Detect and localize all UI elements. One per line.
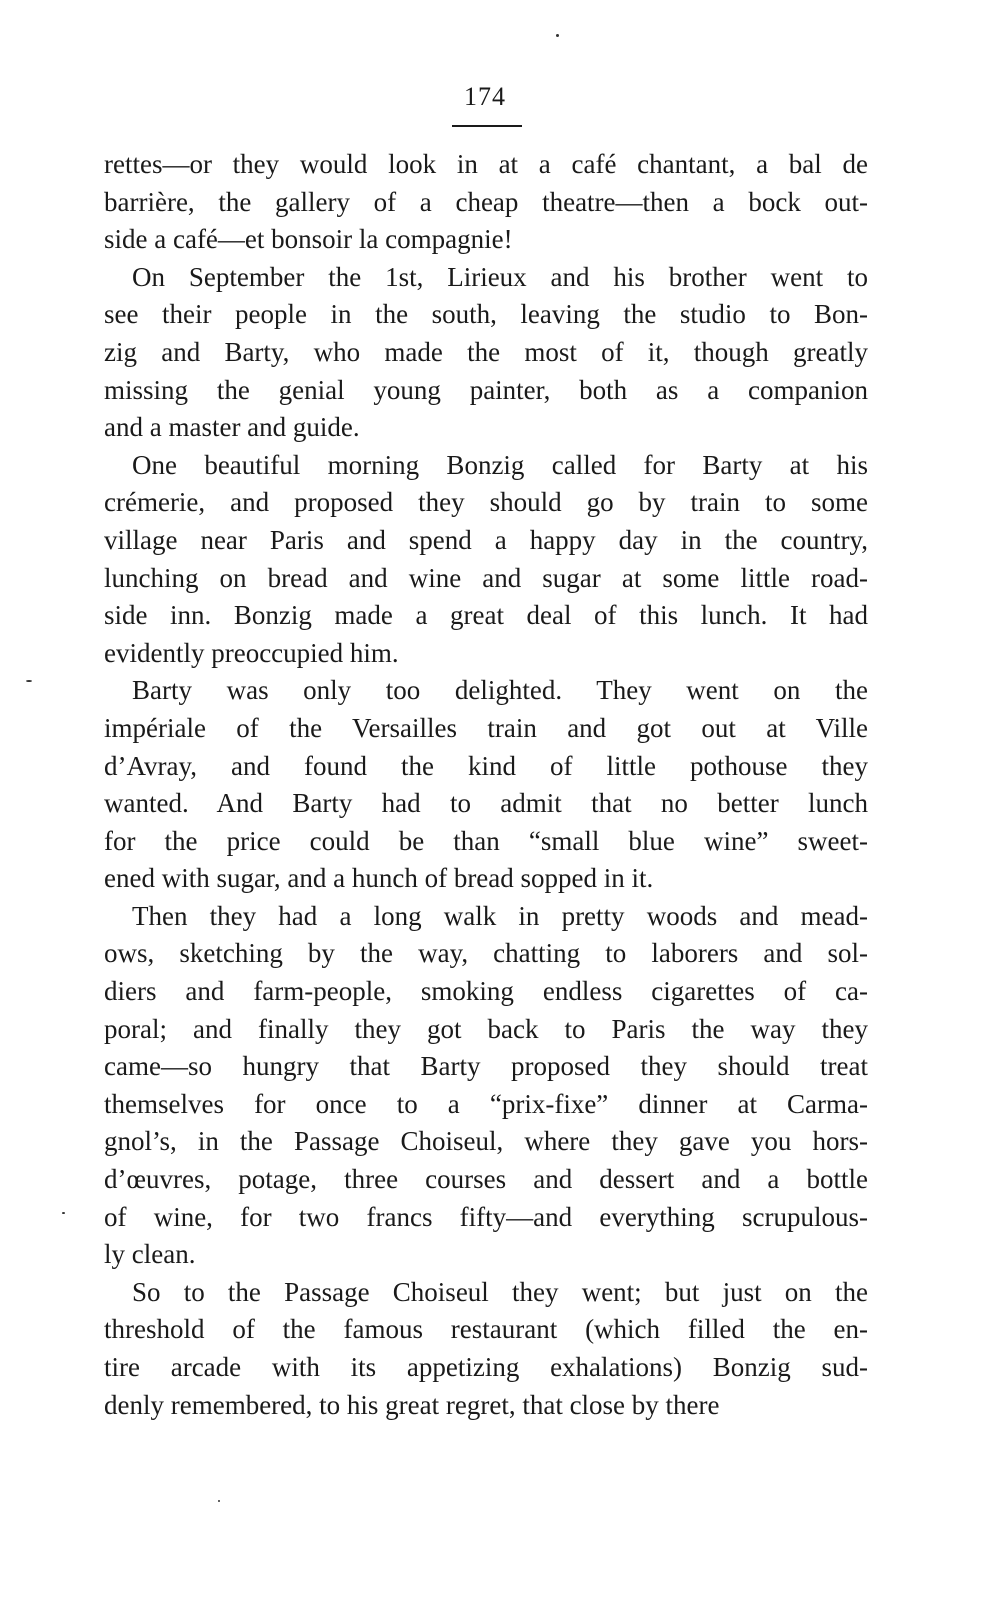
page-number-rule (452, 125, 522, 127)
page-number: 174 (464, 82, 506, 111)
scan-speck (218, 1500, 220, 1502)
text-line: themselves for once to a “prix-fixe” dinner at Carma- (104, 1088, 868, 1119)
text-line: zig and Barty, who made the most of it, though greatly (104, 336, 868, 367)
text-line: One beautiful morning Bonzig called for Barty at his (132, 449, 868, 480)
paragraph (104, 1274, 868, 1424)
scan-speck (62, 1212, 65, 1214)
text-line: gnol’s, in the Passage Choiseul, where they gave you hors- (104, 1126, 868, 1157)
text-line: for the price could be than “small blue wine” sweet- (104, 825, 868, 856)
text-line: diers and farm-people, smoking endless cigarettes of ca- (104, 976, 868, 1007)
text-line: of wine, for two francs fifty—and everything scrupulous- (104, 1201, 868, 1232)
text-line: impériale of the Versailles train and got out at Ville (104, 712, 868, 743)
text-line: missing the genial young painter, both as a companion (104, 374, 868, 405)
scan-speck (556, 34, 559, 37)
text-line: evidently preoccupied him. (104, 637, 399, 668)
text-line: threshold of the famous restaurant (which filled the en- (104, 1314, 868, 1345)
text-line: d’Avray, and found the kind of little pothouse they (104, 750, 868, 781)
text-line: Barty was only too delighted. They went on the (132, 675, 868, 706)
text-line: rettes—or they would look in at a café chantant, a bal de (104, 149, 868, 179)
text-line: On September the 1st, Lirieux and his brother went to (132, 261, 868, 292)
text-line: tire arcade with its appetizing exhalations) Bonzig sud- (104, 1352, 868, 1382)
paragraph (104, 447, 868, 673)
text-line: poral; and finally they got back to Paris the way they (104, 1013, 868, 1044)
text-line: denly remembered, to his great regret, that close by there (104, 1389, 720, 1420)
text-line: crémerie, and proposed they should go by train to some (104, 487, 868, 518)
text-line: ened with sugar, and a hunch of bread sopped in it. (104, 863, 654, 894)
body-text (104, 146, 868, 1424)
text-line: and a master and guide. (104, 412, 360, 443)
text-line: wanted. And Barty had to admit that no better lunch (104, 788, 868, 819)
scan-speck (26, 680, 32, 682)
text-line: barrière, the gallery of a cheap theatre—then a bock out- (104, 186, 868, 217)
text-line: village near Paris and spend a happy day in the country, (104, 524, 868, 555)
paragraph (104, 259, 868, 447)
text-line: side a café—et bonsoir la compagnie! (104, 224, 513, 255)
text-line: d’œuvres, potage, three courses and dessert and a bottle (104, 1164, 868, 1195)
text-line: So to the Passage Choiseul they went; but just on the (132, 1276, 868, 1307)
text-line: came—so hungry that Barty proposed they should treat (104, 1051, 868, 1082)
text-line: see their people in the south, leaving the studio to Bon- (104, 299, 868, 330)
text-line: lunching on bread and wine and sugar at some little road- (104, 562, 868, 593)
text-line: Then they had a long walk in pretty woods and mead- (132, 900, 868, 931)
paragraph (104, 672, 868, 898)
text-line: ly clean. (104, 1239, 196, 1270)
text-line: side inn. Bonzig made a great deal of this lunch. It had (104, 600, 868, 631)
paragraph (104, 146, 868, 259)
paragraph (104, 898, 868, 1274)
text-line: ows, sketching by the way, chatting to laborers and sol- (104, 938, 868, 969)
